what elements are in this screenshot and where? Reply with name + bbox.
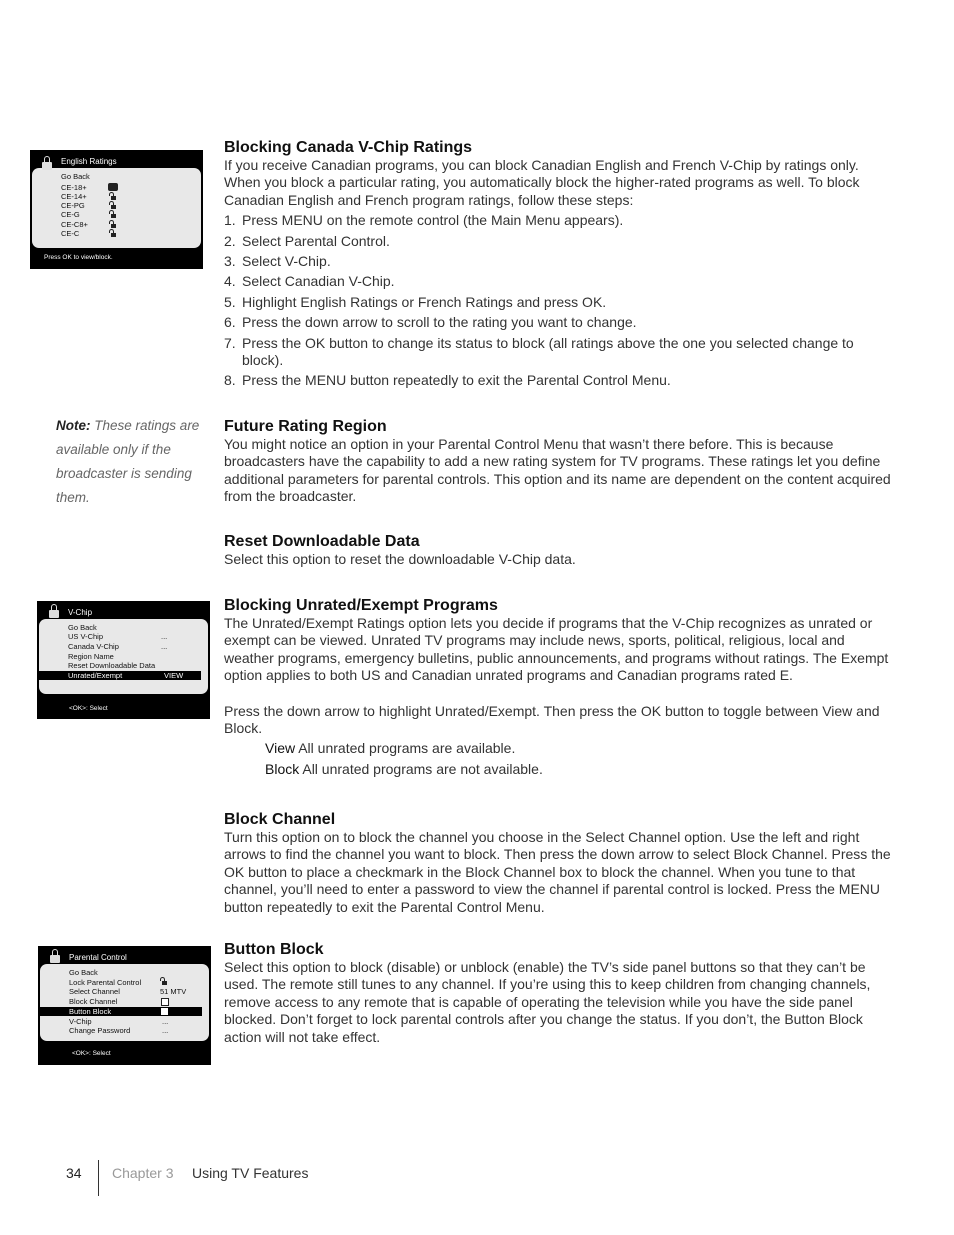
section-body: If you receive Canadian programs, you can block Canadian English and French V-Chip by ratings only. When you block a particular rating, you automatically block the higher-rated programs as well. To block Canadian English and French program ratings, follow these steps:	[224, 157, 860, 208]
lock-icon	[111, 214, 116, 218]
selected-lock-icon	[108, 183, 118, 191]
menu-value: ...	[162, 1026, 169, 1035]
menu-item: CE-C	[61, 229, 80, 238]
step-text: Press the MENU button repeatedly to exit the Parental Control Menu.	[242, 372, 671, 389]
step-item	[224, 335, 896, 370]
menu-panel	[32, 168, 201, 248]
menu-value: ...	[161, 642, 168, 651]
lock-icon	[162, 981, 167, 985]
step-item	[224, 253, 896, 270]
section-heading: Blocking Unrated/Exempt Programs	[224, 597, 498, 614]
english-ratings-screen	[30, 150, 203, 269]
menu-value: ...	[162, 1017, 169, 1026]
section-heading: Button Block	[224, 941, 324, 958]
section-body: The Unrated/Exempt Ratings option lets you decide if programs that the V-Chip recognizes as unrated or exempt can be viewed. Unrated TV programs may include news, sports, political, religious, local and weather programs, emergency bulletins, public announcements, and programs without ratings. The Exempt option applies to both US and Canadian unrated programs and Canadian programs rated E.	[224, 615, 889, 684]
step-text: Highlight English Ratings or French Ratings and press OK.	[242, 293, 607, 310]
lock-icon	[111, 233, 116, 237]
lock-icon	[42, 162, 52, 170]
step-number: 6.	[224, 314, 236, 331]
footer-divider	[98, 1160, 99, 1196]
menu-panel	[39, 619, 208, 694]
menu-value: VIEW	[164, 671, 184, 680]
menu-item: Button Block	[69, 1007, 112, 1016]
lock-icon	[50, 955, 60, 963]
note-label: Note:	[56, 418, 91, 433]
parental-control-screen	[38, 946, 211, 1065]
section-heading: Future Rating Region	[224, 418, 387, 435]
step-number: 7.	[224, 334, 236, 351]
screen-title: Parental Control	[69, 953, 127, 962]
step-text: Select Parental Control.	[242, 232, 390, 249]
menu-item: Go Back	[69, 968, 98, 977]
step-number: 2.	[224, 232, 236, 249]
block-term: Block	[265, 760, 300, 777]
screen-title: English Ratings	[61, 157, 117, 166]
section-body-2: Press the down arrow to highlight Unrated/Exempt. Then press the OK button to toggle between View and Block.	[224, 702, 880, 737]
menu-item: CE-14+	[61, 192, 87, 201]
section-body: You might notice an option in your Parental Control Menu that wasn’t there before. This is because broadcasters have the capability to add a new rating system for TV programs. These ratings let you define additional parameters for parental controls. This option and its name are dependent on the content acquired from the broadcaster.	[224, 436, 891, 505]
step-item	[224, 212, 896, 229]
screen-footer: Press OK to view/block.	[44, 254, 113, 261]
lock-icon	[111, 205, 116, 209]
step-item	[224, 233, 896, 250]
step-number: 3.	[224, 253, 236, 270]
step-item	[224, 314, 896, 331]
menu-item: Go Back	[61, 172, 90, 181]
menu-item: CE-18+	[61, 183, 87, 192]
block-desc: All unrated programs are not available.	[302, 760, 543, 777]
menu-item: CE-G	[61, 210, 80, 219]
menu-item: Reset Downloadable Data	[68, 661, 156, 670]
block-option	[224, 761, 896, 778]
side-note	[56, 414, 206, 510]
view-term: View	[265, 740, 296, 757]
note-text: These ratings are available only if the broadcaster is sending them.	[56, 418, 200, 505]
step-item	[224, 372, 896, 389]
menu-item: Go Back	[68, 623, 97, 632]
lock-icon	[49, 610, 59, 618]
footer-title: Using TV Features	[192, 1165, 309, 1181]
screen-title: V-Chip	[68, 608, 93, 617]
section-heading: Block Channel	[224, 811, 336, 828]
checkbox-icon	[161, 1008, 168, 1015]
section-heading: Blocking Canada V-Chip Ratings	[224, 139, 473, 156]
menu-item: US V-Chip	[68, 632, 104, 641]
highlighted-row	[40, 1007, 202, 1016]
step-text: Select V-Chip.	[242, 253, 331, 270]
lock-icon	[111, 196, 116, 200]
step-text: Press the OK button to change its status to block (all ratings above the one you selected change to block).	[242, 334, 854, 369]
lock-icon	[111, 224, 116, 228]
screen-footer: <OK>: Select	[69, 705, 108, 712]
page-number: 34	[66, 1165, 82, 1181]
vchip-screen	[37, 601, 210, 719]
checkbox-icon	[161, 998, 169, 1006]
menu-item: Select Channel	[69, 987, 120, 996]
section-heading: Reset Downloadable Data	[224, 533, 420, 550]
menu-item: V-Chip	[69, 1017, 92, 1026]
footer-chapter: Chapter 3	[112, 1165, 174, 1181]
view-option	[224, 740, 896, 757]
menu-item: Canada V-Chip	[68, 642, 119, 651]
steps-list	[224, 212, 896, 390]
menu-item: Region Name	[68, 652, 114, 661]
menu-item: CE-PG	[61, 201, 85, 210]
menu-item: Block Channel	[69, 997, 118, 1006]
menu-value: 51 MTV	[160, 987, 187, 996]
step-number: 4.	[224, 273, 236, 290]
step-text: Press MENU on the remote control (the Main Menu appears).	[242, 212, 624, 229]
step-number: 5.	[224, 293, 236, 310]
view-desc: All unrated programs are available.	[298, 740, 516, 757]
section-body: Select this option to reset the downloadable V-Chip data.	[224, 551, 576, 567]
step-text: Press the down arrow to scroll to the rating you want to change.	[242, 314, 637, 331]
section-body: Select this option to block (disable) or unblock (enable) the TV’s side panel buttons so that they can’t be used. The remote still tunes to any channel. If you’re using this to keep children from changing channels, remove access to any remote that is capable of operating the television while you have the side panel blocked. Don’t forget to lock parental controls after you change the status. If you don’t, the Button Block action will not take effect.	[224, 959, 871, 1045]
step-number: 8.	[224, 372, 236, 389]
menu-value: ...	[161, 632, 168, 641]
step-item	[224, 273, 896, 290]
step-item	[224, 294, 896, 311]
step-number: 1.	[224, 212, 236, 229]
screen-footer: <OK>: Select	[72, 1050, 111, 1057]
step-text: Select Canadian V-Chip.	[242, 273, 395, 290]
menu-item: CE-C8+	[61, 220, 88, 229]
section-body: Turn this option on to block the channel you choose in the Select Channel option. Use the left and right arrows to find the channel you want to block. Then press the down arrow to select Block Channel. Press the OK button to place a checkmark in the Block Channel box to block the channel. When you tune to that channel, you’ll need to enter a password to view the channel if parental control is locked. Press the MENU button repeatedly to exit the Parental Control Menu.	[224, 829, 891, 915]
menu-item: Lock Parental Control	[69, 978, 142, 987]
menu-item: Change Password	[69, 1026, 131, 1035]
menu-item: Unrated/Exempt	[68, 671, 123, 680]
